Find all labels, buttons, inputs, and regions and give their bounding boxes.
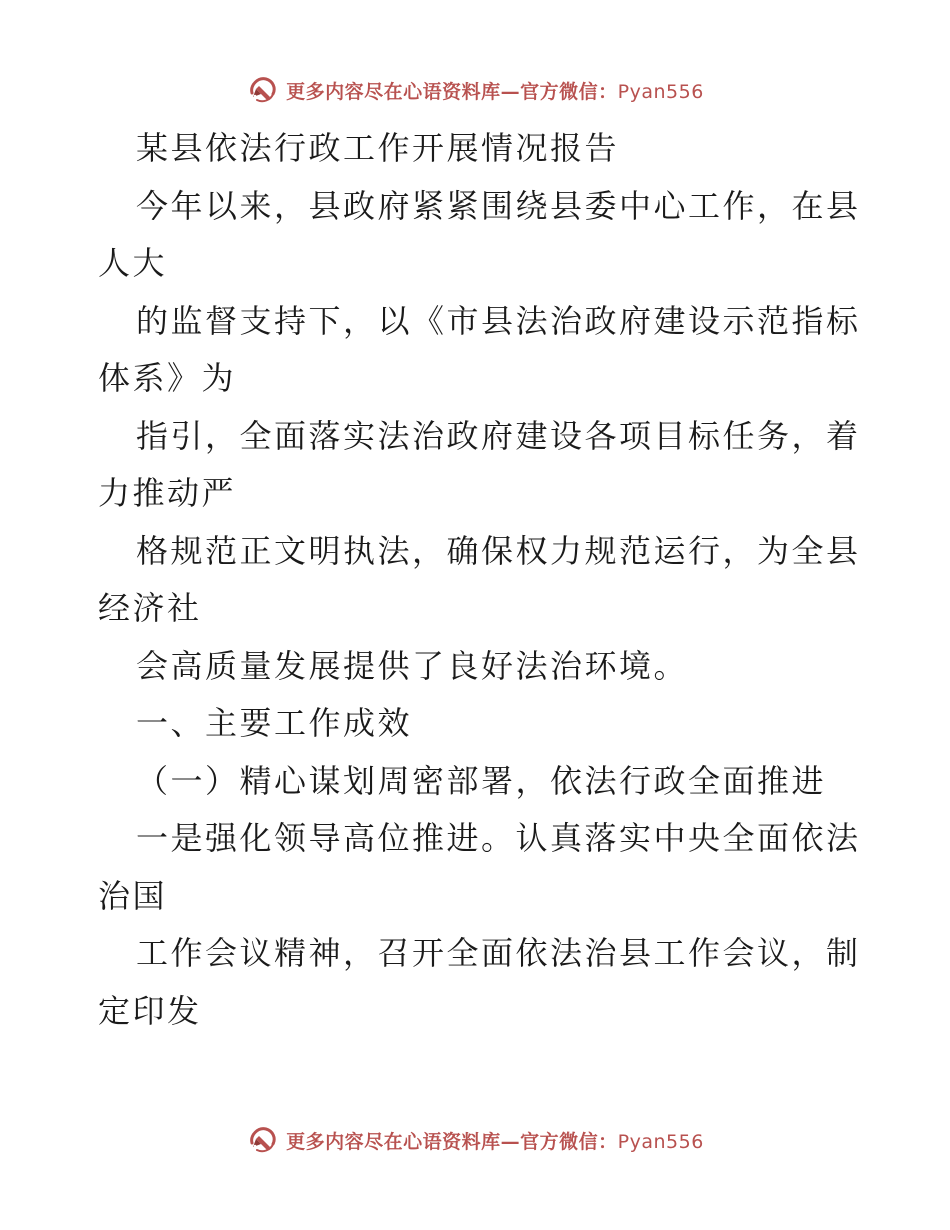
banner-text: 更多内容尽在心语资料库—官方微信：Pyan556 bbox=[286, 80, 704, 103]
paragraph-line: 的监督支持下，以《市县法治政府建设示范指标 bbox=[136, 301, 861, 340]
header-watermark-banner bbox=[0, 70, 950, 110]
pen-nib-swirl-icon bbox=[246, 1123, 280, 1157]
paragraph-line: 力推动严 bbox=[98, 474, 237, 512]
paragraph-line: 格规范正文明执法，确保权力规范运行，为全县 bbox=[136, 531, 861, 570]
paragraph-line: 经济社 bbox=[98, 589, 202, 627]
pen-nib-swirl-icon bbox=[246, 73, 280, 107]
paragraph-line: 一、主要工作成效 bbox=[136, 704, 413, 742]
paragraph-line: 人大 bbox=[98, 244, 168, 282]
wechat-id: Pyan556 bbox=[617, 1130, 704, 1153]
banner-text: 更多内容尽在心语资料库—官方微信：Pyan556 bbox=[286, 1130, 704, 1153]
paragraph-line: 今年以来，县政府紧紧围绕县委中心工作，在县 bbox=[136, 186, 861, 225]
paragraph-line: 会高质量发展提供了良好法治环境。 bbox=[136, 646, 689, 685]
paragraph-line: 工作会议精神，召开全面依法治县工作会议，制 bbox=[136, 934, 861, 972]
footer-watermark-banner bbox=[0, 1120, 950, 1160]
paragraph-line: 一是强化领导高位推进。认真落实中央全面依法 bbox=[136, 819, 861, 857]
wechat-id: Pyan556 bbox=[617, 80, 704, 103]
paragraph-line: 体系》为 bbox=[98, 359, 237, 397]
paragraph-line: 指引，全面落实法治政府建设各项目标任务，着 bbox=[136, 416, 861, 455]
paragraph-line: （一）精心谋划周密部署，依法行政全面推进 bbox=[136, 761, 827, 800]
document-title: 某县依法行政工作开展情况报告 bbox=[136, 129, 620, 167]
paragraph-line: 治国 bbox=[98, 876, 168, 915]
document-body bbox=[98, 120, 861, 1040]
paragraph-line: 定印发 bbox=[98, 991, 202, 1030]
